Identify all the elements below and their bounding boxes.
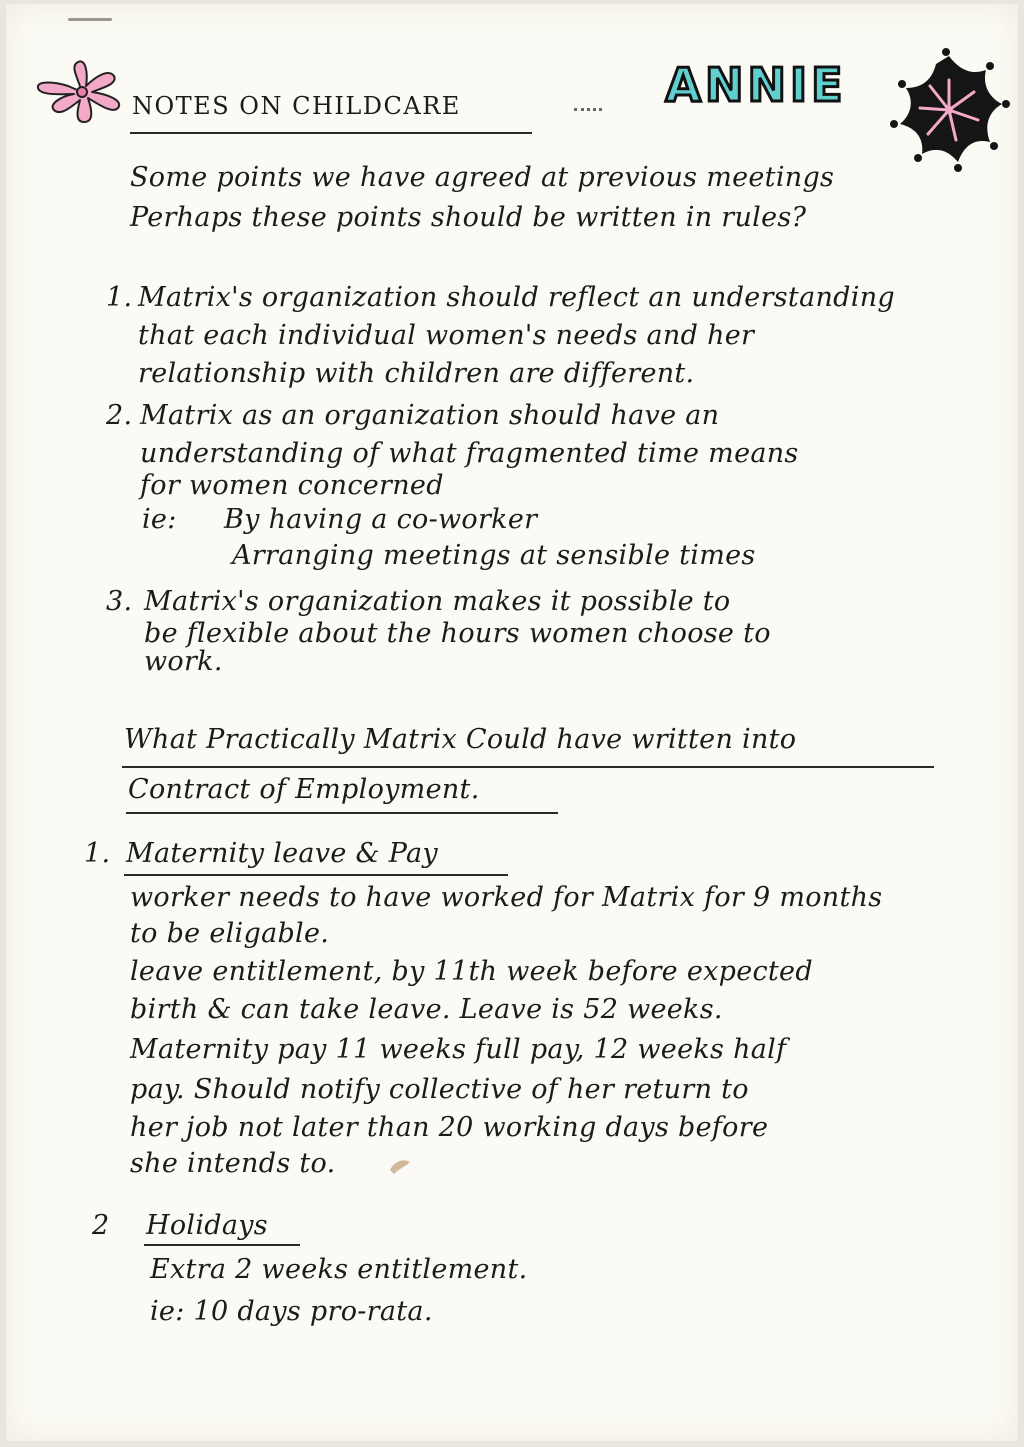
section-underline: [122, 766, 934, 768]
staple-mark: [68, 18, 112, 21]
item-heading-underline: [144, 1244, 300, 1246]
item-line: pay. Should notify collective of her return to: [130, 1074, 749, 1105]
point-line: that each individual women's needs and her: [138, 320, 755, 351]
item-line: Extra 2 weeks entitlement.: [150, 1254, 528, 1285]
point-line: be flexible about the hours women choose to: [144, 618, 771, 649]
section-heading: What Practically Matrix Could have written into: [124, 724, 797, 755]
point-number: 1.: [106, 282, 133, 313]
ie-label: ie:: [142, 504, 177, 535]
item-line: her job not later than 20 working days before: [130, 1112, 769, 1143]
item-line: ie: 10 days pro-rata.: [150, 1296, 433, 1327]
item-number: 1.: [84, 838, 111, 869]
point-line: Matrix's organization should reflect an understanding: [138, 282, 895, 313]
ie-line: Arranging meetings at sensible times: [232, 540, 756, 571]
item-number: 2: [92, 1210, 110, 1241]
intro-line: Perhaps these points should be written in rules?: [130, 202, 807, 233]
intro-line: Some points we have agreed at previous meetings: [130, 162, 835, 193]
handwritten-page: [6, 4, 1018, 1441]
flower-doodle-icon: [32, 56, 132, 128]
item-heading: Maternity leave & Pay: [126, 838, 438, 869]
point-line: for women concerned: [140, 470, 444, 501]
point-line: relationship with children are different.: [138, 358, 695, 389]
section-underline: [126, 812, 558, 814]
star-web-doodle-icon: [886, 46, 1012, 174]
item-line: she intends to.: [130, 1148, 336, 1179]
point-number: 2.: [106, 400, 133, 431]
item-heading: Holidays: [146, 1210, 268, 1241]
ink-stain-mark: [386, 1154, 416, 1176]
item-heading-underline: [124, 874, 508, 876]
item-line: Maternity pay 11 weeks full pay, 12 weeks half: [130, 1034, 787, 1065]
point-line: Matrix's organization makes it possible to: [144, 586, 731, 617]
annie-name-tag: ANNIE: [665, 58, 847, 112]
item-line: birth & can take leave. Leave is 52 weeks.: [130, 994, 723, 1025]
item-line: to be eligable.: [130, 918, 330, 949]
item-line: worker needs to have worked for Matrix for 9 months: [130, 882, 883, 913]
section-heading: Contract of Employment.: [128, 774, 480, 805]
point-line: Matrix as an organization should have an: [140, 400, 720, 431]
point-line: understanding of what fragmented time means: [140, 438, 799, 469]
point-number: 3.: [106, 586, 133, 617]
point-line: work.: [144, 646, 223, 677]
ie-line: By having a co-worker: [224, 504, 538, 535]
item-line: leave entitlement, by 11th week before expected: [130, 956, 813, 987]
page-title: NOTES ON CHILDCARE: [132, 92, 461, 120]
dots-mark: [574, 108, 602, 115]
title-underline: [130, 132, 532, 134]
